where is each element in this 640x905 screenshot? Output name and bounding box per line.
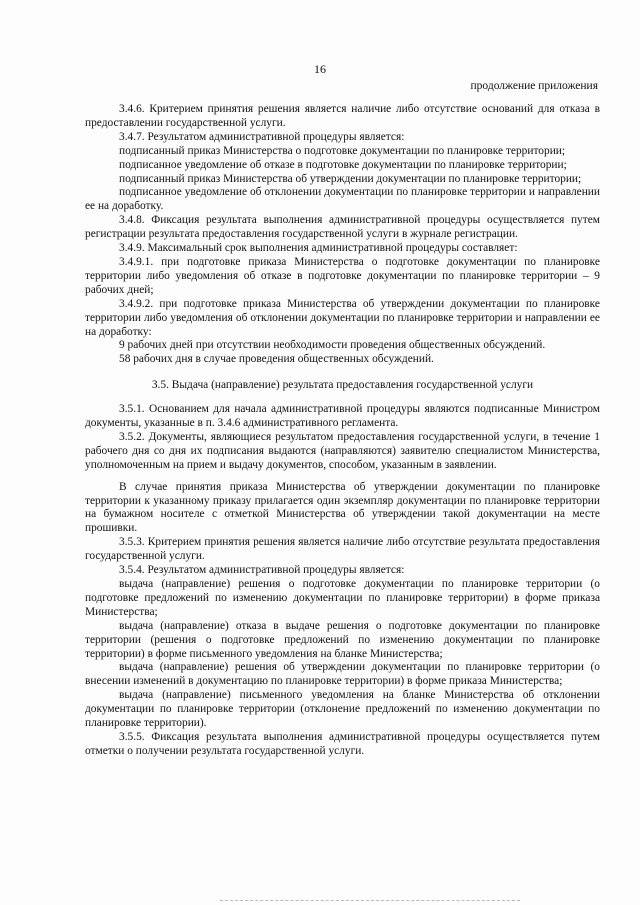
issuance-item: выдача (направление) отказа в выдаче решения о подготовке документации по планировке территории (решения о подготовке предложений по изменению документации по планировке территории) в форме письменного уведомления на бланке Министерства; <box>85 619 600 660</box>
result-item: подписанный приказ Министерства о подготовке документации по планировке территории; <box>119 144 566 157</box>
paragraph-3-4-9-2: 3.4.9.2. при подготовке приказа Министерства об утверждении документации по планировке территории либо уведомления об отклонении документации по планировке территории и направлении ее на доработку: <box>85 297 600 338</box>
continuation-label: продолжение приложения <box>470 80 598 92</box>
footer-divider <box>220 900 520 901</box>
result-item: подписанное уведомление об отказе в подготовке документации по планировке территории; <box>119 158 567 171</box>
paragraph-3-4-6: 3.4.6. Критерием принятия решения является наличие либо отсутствие оснований для отказа в предоставлении государственной услуги. <box>85 103 600 129</box>
issuance-item: выдача (направление) письменного уведомления на бланке Министерства об отклонении документации по планировке территории (отклонение предложений по изменению документации по планировке территории). <box>85 689 600 730</box>
paragraph-3-5-1: 3.5.1. Основанием для начала административной процедуры являются подписанные Министром документы, указанные в п. 3.4.6 административного регламента. <box>85 403 600 430</box>
section-title: 3.5. Выдача (направление) результата предоставления государственной услуги <box>151 379 534 392</box>
term-item: 58 рабочих дня в случае проведения общественных обсуждений. <box>119 353 434 366</box>
paragraph-3-5-4: 3.5.4. Результатом административной процедуры является: <box>119 564 405 577</box>
issuance-item: выдача (направление) решения о подготовке документации по планировке территории (о подготовке предложений по изменению документации по планировке территории) в форме приказа Министерства; <box>85 578 600 618</box>
paragraph-3-4-9-1: 3.4.9.1. при подготовке приказа Министерства о подготовке документации по планировке территории либо уведомления об отказе в подготовке документации по планировке территории – 9 рабочих дней; <box>85 255 600 296</box>
result-item: подписанное уведомление об отклонении документации по планировке территории и направлении ее на доработку. <box>85 186 600 213</box>
paragraph-3-5-5: 3.5.5. Фиксация результата выполнения административной процедуры осуществляется путем отметки о получении результата государственной услуги. <box>85 730 600 757</box>
paragraph-3-5-3: 3.5.3. Критерием принятия решения является наличие либо отсутствие результата предоставления государственной услуги. <box>85 536 600 563</box>
paragraph-3-4-9: 3.4.9. Максимальный срок выполнения административной процедуры составляет: <box>119 242 518 255</box>
document-body <box>85 103 600 759</box>
issuance-item: выдача (направление) решения об утверждении документации по планировке территории (о внесении изменений в документацию по планировке территории) в форме приказа Министерства; <box>85 661 600 688</box>
paragraph-3-5-2: 3.5.2. Документы, являющиеся результатом предоставления государственной услуги, в течение 1 рабочего дня со дня их подписания выдаются (направляются) заявителю специалистом Министерства, уполномоченным на прием и выдачу документов, способом, указанным в заявлении. <box>85 430 600 471</box>
result-item: подписанный приказ Министерства об утверждении документации по планировке территории; <box>119 172 582 185</box>
paragraph-approval-case: В случае принятия приказа Министерства об утверждении документации по планировке территории к указанному приказу прилагается один экземпляр документации по планировке территории на бумажном носителе с отметкой Министерства об утверждении такой документации на месте прошивки. <box>85 480 600 535</box>
paragraph-3-4-7: 3.4.7. Результатом административной процедуры является: <box>119 130 405 143</box>
page-number: 16 <box>314 62 326 76</box>
term-item: 9 рабочих дней при отсутствии необходимости проведения общественных обсуждений. <box>119 339 546 352</box>
paragraph-3-4-8: 3.4.8. Фиксация результата выполнения административной процедуры осуществляется путем регистрации результата предоставления государственной услуги в журнале регистрации. <box>85 214 600 241</box>
